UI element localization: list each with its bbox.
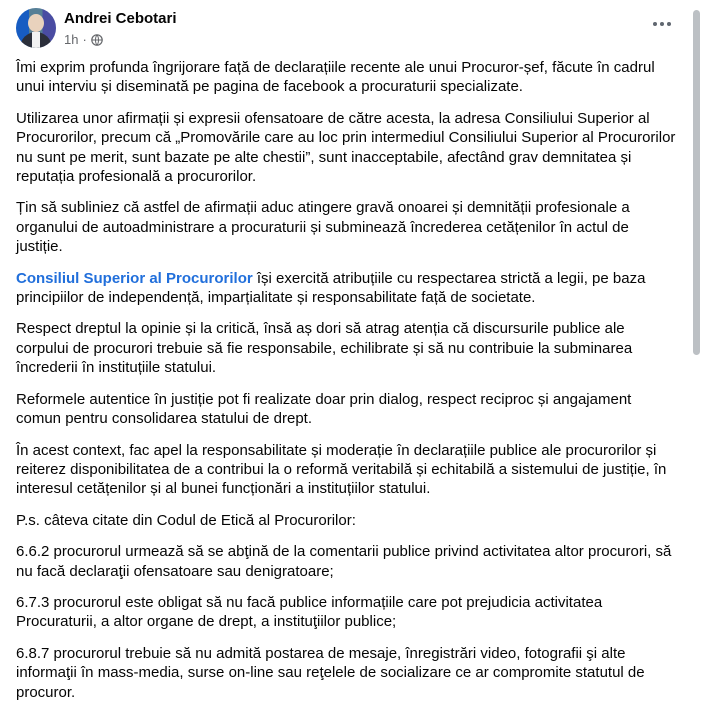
avatar-head xyxy=(28,14,44,32)
post-body xyxy=(16,58,678,714)
dot xyxy=(660,22,664,26)
mention-rest: își exercită atribuțiile cu respectarea strictă a legii, pe baza principiilor de independență, imparțialitate și responsabilitate față de societate. xyxy=(16,269,646,307)
post-paragraph: Respect dreptul la opinie și la critică, însă aș dori să atrag atenția că discursurile publice ale corpului de procurori trebuie să fie responsabile, echilibrate și să nu contribuie la subminarea încrederii în instituțiile statului. xyxy=(16,320,633,377)
post-paragraph: Utilizarea unor afirmații și expresii ofensatoare de către acesta, la adresa Consiliului Superior al Procurorilor, precum că „Promovările care au loc prin intermediul Consiliului Superior al Procurorilor nu sunt pe merit, sunt bazate pe alte chestii”, sunt inacceptabile, afectând grav demnitatea și reputația profesională a procurorilor. xyxy=(16,109,676,186)
author-avatar[interactable] xyxy=(16,8,56,48)
meta-separator: · xyxy=(82,32,87,47)
avatar-shirt xyxy=(32,32,40,48)
scrollbar[interactable] xyxy=(693,0,701,641)
post-paragraph: Îmi exprim profunda îngrijorare față de declarațiile recente ale unui Procuror-șef, făcute în cadrul unui interviu și diseminată pe pagina de facebook a procuraturii specializate. xyxy=(16,59,655,96)
scrollbar-thumb[interactable] xyxy=(693,10,700,355)
globe-icon[interactable] xyxy=(91,34,103,46)
post-paragraph: Reformele autentice în justiție pot fi realizate doar prin dialog, respect reciproc și angajament comun pentru consolidarea statului de drept. xyxy=(16,390,632,428)
post-time[interactable]: 1h xyxy=(64,32,79,47)
post-paragraph: 6.6.2 procurorul urmează să se abţină de la comentarii publice privind activitatea altor procurori, să nu facă declaraţii ofensatoare sau denigratoare; xyxy=(16,543,672,580)
mention-link[interactable]: Consiliul Superior al Procurorilor xyxy=(16,269,253,287)
post-paragraph: 6.8.7 procurorul trebuie să nu admită postarea de mesaje, înregistrări video, fotografii şi alte informaţii în mass-media, surse on-line sau reţelele de socializare ce ar compromite statutul de procuror. xyxy=(16,644,645,701)
post-paragraph-mention xyxy=(16,269,678,308)
post-paragraph: 6.7.3 procurorul este obligat să nu facă publice informațiile care pot prejudicia activitatea Procuraturii, a altor organe de drept, a instituţiilor publice; xyxy=(16,593,603,631)
post-paragraph: Țin să subliniez că astfel de afirmații aduc atingere gravă onoarei și demnității profesionale a organului de autoadministrare a procuraturii și subminează încrederea cetățenilor în actul de justiție. xyxy=(16,199,630,256)
post-paragraph: P.s. câteva citate din Codul de Etică al Procurorilor: xyxy=(16,511,356,529)
author-name[interactable]: Andrei Cebotari xyxy=(64,10,177,27)
dot xyxy=(667,22,671,26)
post-paragraph: În acest context, fac apel la responsabilitate și moderație în declarațiile publice ale procurorilor și reiterez disponibilitatea de a contribui la o reformă veritabilă și echitabilă a sistemului de justiție, în interesul cetățenilor și al bunei funcționări a instituțiilor statului. xyxy=(16,441,667,498)
post-header xyxy=(16,8,676,52)
post-meta xyxy=(64,32,103,47)
dot xyxy=(653,22,657,26)
more-options-icon[interactable] xyxy=(648,14,676,34)
